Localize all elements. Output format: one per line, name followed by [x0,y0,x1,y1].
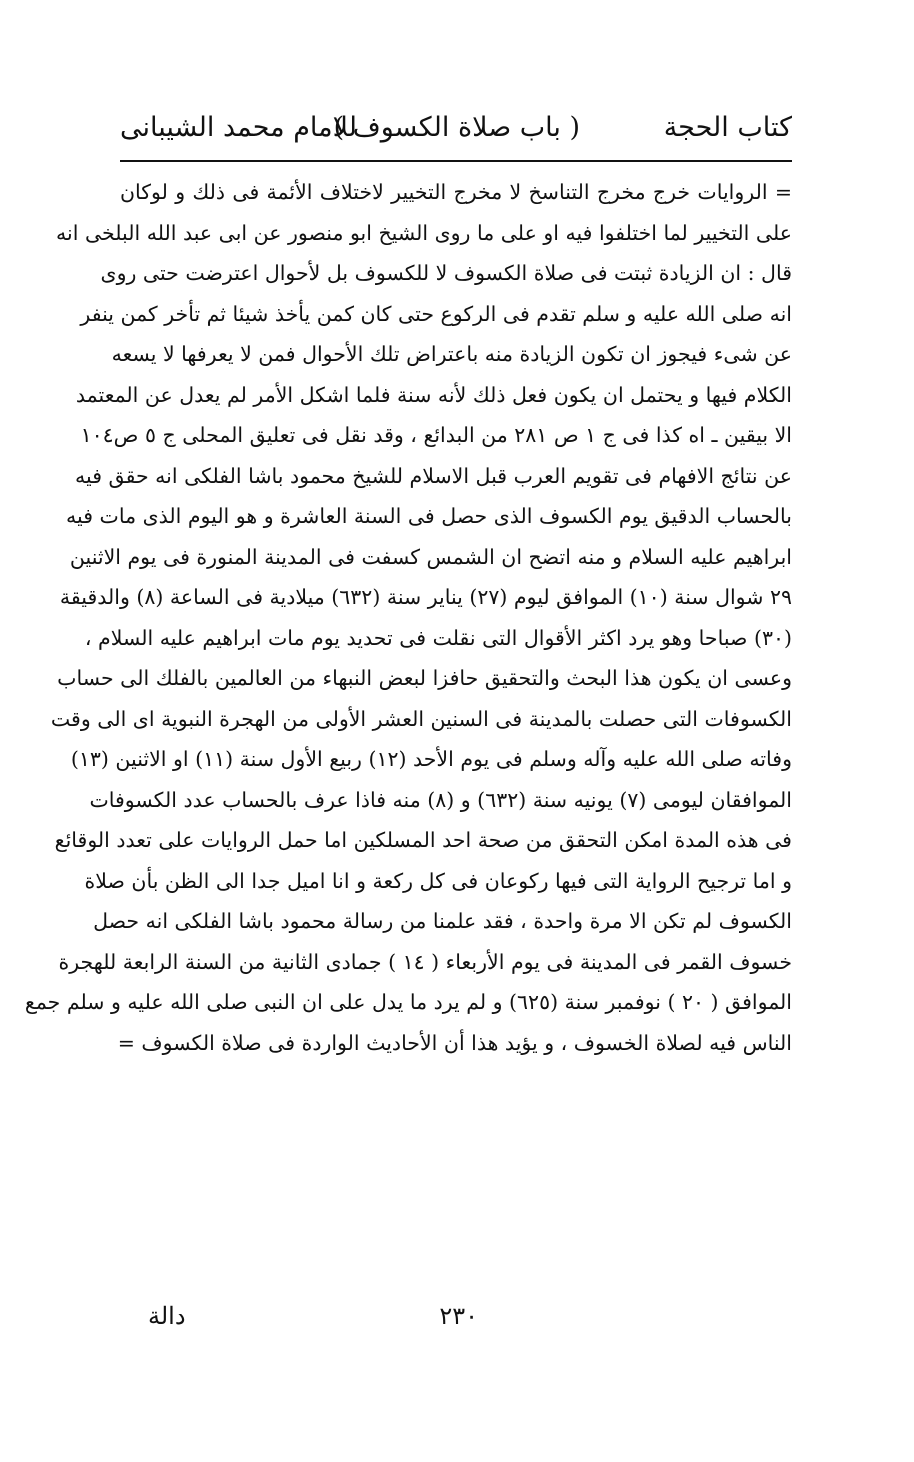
book-title: كتاب الحجة [663,112,792,143]
header-rule [120,160,792,162]
text-line: (٣٠) صباحا وهو يرد اكثر الأقوال التى نقلت فى تحديد يوم مات ابراهيم عليه السلام ، [84,625,792,650]
text-line: الناس فيه لصلاة الخسوف ، و يؤيد هذا أن الأحاديث الواردة فى صلاة الكسوف = [117,1030,792,1055]
author-name: للامام محمد الشيبانى [120,112,357,143]
chapter-title: ( باب صلاة الكسوف ) [333,112,580,143]
page-footer [120,1296,792,1336]
text-line: الموافقان ليومى (٧) يونيه سنة (٦٣٢) و (٨) منه فاذا عرف بالحساب عدد الكسوفات [89,787,792,812]
text-line: وعسى ان يكون هذا البحث والتحقيق حافزا لبعض النبهاء من العالمين بالفلك الى حساب [57,666,792,690]
text-line: عن شىء فيجوز ان تكون الزيادة منه باعتراض تلك الأحوال فمن لا يعرفها لا يسعه [111,342,792,366]
text-line: قال : ان الزيادة ثبتت فى صلاة الكسوف لا للكسوف بل لأحوال اعترضت حتى روى [100,261,792,285]
text-line: وفاته صلى الله عليه وآله وسلم فى يوم الأحد (١٢) ربيع الأول سنة (١١) او الاثنين (١٣) [70,747,792,771]
text-line: الكسوفات التى حصلت بالمدينة فى السنين العشر الأولى من الهجرة النبوية اى الى وقت [50,706,792,731]
text-line: على التخيير لما اختلفوا فيه او على ما روى الشيخ ابو منصور عن ابى عبد الله البلخى انه [56,220,792,245]
text-line: = الروايات خرج مخرج التناسخ لا مخرج التخيير لاختلاف الأئمة فى ذلك و لوكان [120,180,792,204]
text-line: الموافق ( ٢٠ ) نوفمبر سنة (٦٢٥) و لم يرد ما يدل على ان النبى صلى الله عليه و سلم جمع [24,990,792,1014]
text-line: بالحساب الدقيق يوم الكسوف الذى حصل فى السنة العاشرة و هو اليوم الذى مات فيه [66,504,792,528]
text-line: ابراهيم عليه السلام و منه اتضح ان الشمس كسفت فى المدينة المنورة فى يوم الاثنين [69,544,792,569]
text-line: الا بيقين ـ اه كذا فى ج ١ ص ٢٨١ من البدائع ، وقد نقل فى تعليق المحلى ج ٥ ص١٠٤ [80,423,792,447]
text-line: خسوف القمر فى المدينة فى يوم الأربعاء ( ١٤ ) جمادى الثانية من السنة الرابعة للهجرة [58,949,792,974]
text-line: فى هذه المدة امكن التحقق من صحة احد المسلكين اما حمل الروايات على تعدد الوقائع [54,828,792,852]
text-line: الكلام فيها و يحتمل ان يكون فعل ذلك لأنه سنة فلما اشكل الأمر لم يعدل عن المعتمد [75,382,792,407]
text-line: الكسوف لم تكن الا مرة واحدة ، فقد علمنا من رسالة محمود باشا الفلكى انه حصل [93,909,792,933]
signature-mark: دالة [148,1302,186,1330]
text-line: عن نتائج الافهام فى تقويم العرب قبل الاسلام للشيخ محمود باشا الفلكى انه حقق فيه [75,463,792,488]
footnote-text [24,172,792,1063]
text-line: انه صلى الله عليه و سلم تقدم فى الركوع حتى كان كمن يأخذ شيئا ثم تأخر كمن ينفر [80,301,792,326]
page-number: ٢٣٠ [439,1302,478,1330]
text-line: ٢٩ شوال سنة (١٠) الموافق ليوم (٢٧) يناير سنة (٦٣٢) ميلادية فى الساعة (٨) والدقيقة [59,585,792,609]
text-line: و اما ترجيح الرواية التى فيها ركوعان فى كل ركعة و انا اميل جدا الى الظن بأن صلاة [84,868,792,893]
running-header [120,108,792,156]
